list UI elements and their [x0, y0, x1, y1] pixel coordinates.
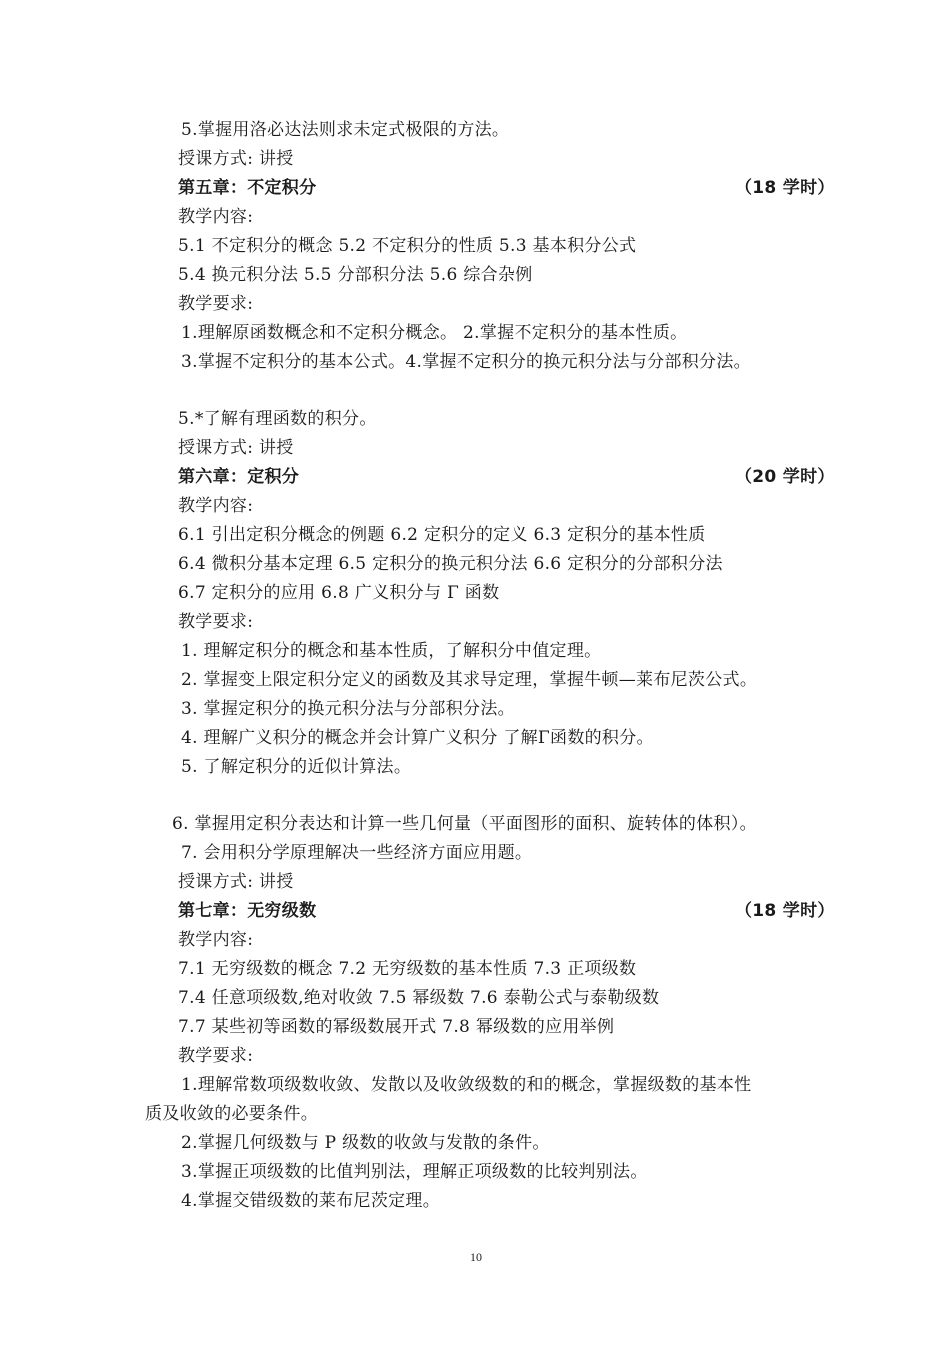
text-line: 教学要求: — [178, 1046, 254, 1066]
text-line: 7.1 无穷级数的概念 7.2 无穷级数的基本性质 7.3 正项级数 — [178, 959, 637, 979]
chapter-7-title: 第七章：无穷级数 — [178, 901, 317, 921]
text-line: 5.掌握用洛必达法则求未定式极限的方法。 — [181, 120, 510, 140]
text-line: 授课方式: 讲授 — [178, 438, 294, 458]
text-line: 教学内容: — [178, 496, 254, 516]
text-line: 2. 掌握变上限定积分定义的函数及其求导定理，掌握牛顿—莱布尼茨公式。 — [181, 670, 758, 690]
text-line: 5. 了解定积分的近似计算法。 — [181, 757, 412, 777]
text-line: 4.掌握交错级数的莱布尼茨定理。 — [181, 1191, 441, 1211]
text-line: 4. 理解广义积分的概念并会计算广义积分 了解Γ函数的积分。 — [181, 728, 654, 748]
text-line: 授课方式: 讲授 — [178, 149, 294, 169]
text-line: 6. 掌握用定积分表达和计算一些几何量（平面图形的面积、旋转体的体积）。 — [172, 814, 757, 834]
text-line: 6.1 引出定积分概念的例题 6.2 定积分的定义 6.3 定积分的基本性质 — [178, 525, 706, 545]
chapter-5-title: 第五章：不定积分 — [178, 178, 317, 198]
chapter-5-hours: （18 学时） — [735, 178, 835, 198]
text-line: 6.4 微积分基本定理 6.5 定积分的换元积分法 6.6 定积分的分部积分法 — [178, 554, 723, 574]
text-line: 7.7 某些初等函数的幂级数展开式 7.8 幂级数的应用举例 — [178, 1017, 615, 1037]
text-line: 教学内容: — [178, 207, 254, 227]
text-line: 6.7 定积分的应用 6.8 广义积分与 Γ 函数 — [178, 583, 500, 603]
text-line: 1.理解原函数概念和不定积分概念。 2.掌握不定积分的基本性质。 — [181, 323, 688, 343]
text-line: 授课方式: 讲授 — [178, 872, 294, 892]
text-line: 3. 掌握定积分的换元积分法与分部积分法。 — [181, 699, 515, 719]
text-line: 5.*了解有理函数的积分。 — [178, 409, 377, 429]
text-line: 5.1 不定积分的概念 5.2 不定积分的性质 5.3 基本积分公式 — [178, 236, 637, 256]
text-line: 1.理解常数项级数收敛、发散以及收敛级数的和的概念，掌握级数的基本性 — [181, 1075, 752, 1095]
text-line: 质及收敛的必要条件。 — [145, 1104, 318, 1124]
chapter-6-title: 第六章：定积分 — [178, 467, 300, 487]
text-line: 5.4 换元积分法 5.5 分部积分法 5.6 综合杂例 — [178, 265, 533, 285]
chapter-6-hours: （20 学时） — [735, 467, 835, 487]
chapter-7-hours: （18 学时） — [735, 901, 835, 921]
text-line: 3.掌握不定积分的基本公式。4.掌握不定积分的换元积分法与分部积分法。 — [181, 352, 751, 372]
text-line: 7. 会用积分学原理解决一些经济方面应用题。 — [181, 843, 533, 863]
text-line: 2.掌握几何级数与 P 级数的收敛与发散的条件。 — [181, 1133, 550, 1153]
text-line: 1. 理解定积分的概念和基本性质，了解积分中值定理。 — [181, 641, 602, 661]
page-number: 10 — [470, 1250, 482, 1264]
text-line: 教学要求: — [178, 294, 254, 314]
text-line: 3.掌握正项级数的比值判别法，理解正项级数的比较判别法。 — [181, 1162, 648, 1182]
text-line: 教学内容: — [178, 930, 254, 950]
text-line: 7.4 任意项级数,绝对收敛 7.5 幂级数 7.6 泰勒公式与泰勒级数 — [178, 988, 660, 1008]
text-line: 教学要求: — [178, 612, 254, 632]
